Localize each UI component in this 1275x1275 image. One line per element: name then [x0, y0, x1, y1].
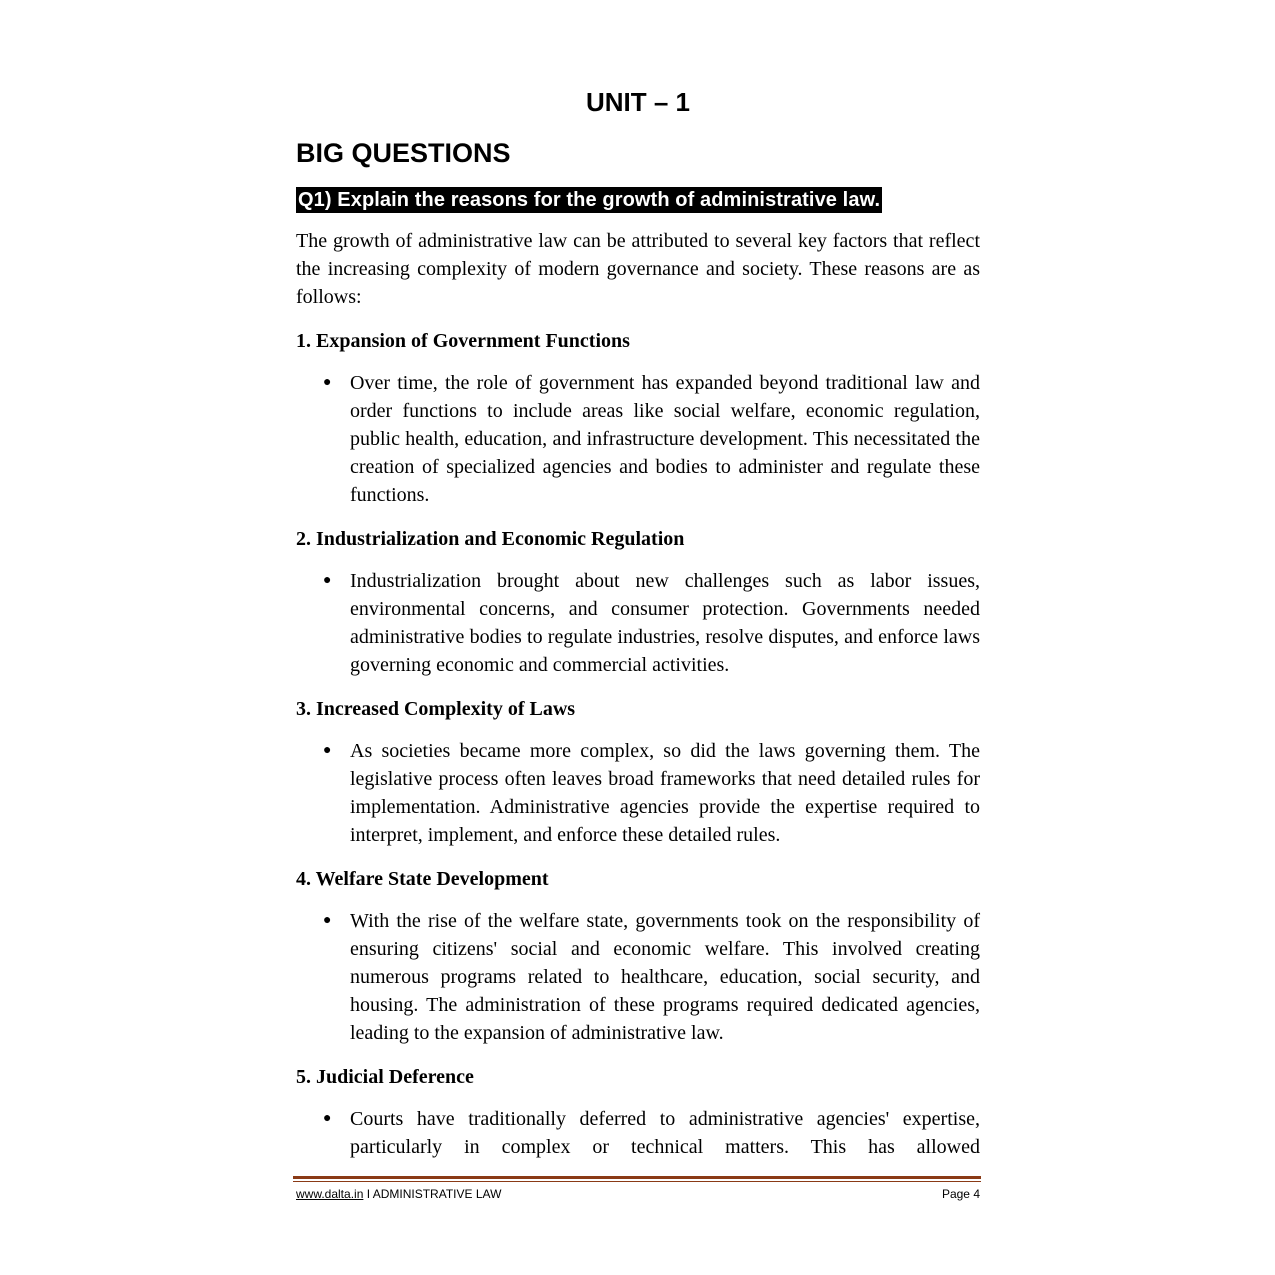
point-list: [296, 737, 980, 849]
point-text: With the rise of the welfare state, governments took on the responsibility of ensuring citizens' social and economic welfare. This involved creating numerous programs related to healthcare, education, social security, and housing. The administration of these programs required dedicated agencies, leading to the expansion of administrative law.: [350, 910, 980, 1044]
page-footer: [296, 1186, 980, 1202]
website-link[interactable]: www.dalta.in: [296, 1187, 364, 1201]
page-content: [296, 84, 980, 1161]
point-heading: 2. Industrialization and Economic Regulation: [296, 528, 685, 550]
point-text: Over time, the role of government has expanded beyond traditional law and order functions to include areas like social welfare, economic regulation, public health, education, and infrastructure development. This necessitated the creation of specialized agencies and bodies to administer and regulate these functions.: [350, 372, 980, 506]
footer-rule-thick: [293, 1176, 981, 1179]
point-heading: 4. Welfare State Development: [296, 868, 549, 890]
point-3: [296, 695, 980, 849]
point-4: [296, 865, 980, 1047]
point-heading: 5. Judicial Deference: [296, 1066, 474, 1088]
point-list: [296, 369, 980, 509]
point-text: Courts have traditionally deferred to administrative agencies' expertise, particularly in complex or technical matters. This has allowed: [350, 1108, 980, 1158]
list-item: [296, 907, 980, 1047]
list-item: [296, 369, 980, 509]
question-line: [296, 171, 980, 213]
list-item: [296, 1105, 980, 1161]
point-list: [296, 1105, 980, 1161]
page-number: Page 4: [941, 1187, 980, 1201]
bullet-icon: ●: [323, 743, 332, 758]
footer-course-label: I ADMINISTRATIVE LAW: [363, 1187, 502, 1201]
point-2: [296, 525, 980, 679]
bullet-icon: ●: [323, 573, 332, 588]
section-title: BIG QUESTIONS: [296, 138, 511, 168]
point-heading: 3. Increased Complexity of Laws: [296, 698, 576, 720]
point-5: [296, 1063, 980, 1161]
list-item: [296, 567, 980, 679]
question-heading: Q1) Explain the reasons for the growth of administrative law.: [298, 189, 881, 211]
bullet-icon: ●: [323, 375, 332, 390]
point-text: As societies became more complex, so did the laws governing them. The legislative process often leaves broad frameworks that need detailed rules for implementation. Administrative agencies provide the expertise required to interpret, implement, and enforce these detailed rules.: [350, 740, 980, 846]
point-text: Industrialization brought about new challenges such as labor issues, environmental concerns, and consumer protection. Governments needed administrative bodies to regulate industries, resolve disputes, and enforce laws governing economic and commercial activities.: [350, 570, 980, 676]
unit-title: UNIT – 1: [585, 87, 691, 117]
footer-rule: [293, 1176, 981, 1182]
bullet-icon: ●: [323, 1111, 332, 1126]
point-list: [296, 567, 980, 679]
point-1: [296, 327, 980, 509]
bullet-icon: ●: [323, 913, 332, 928]
list-item: [296, 737, 980, 849]
point-list: [296, 907, 980, 1047]
intro-paragraph: The growth of administrative law can be attributed to several key factors that reflect the increasing complexity of modern governance and society. These reasons are as follows:: [296, 230, 980, 308]
footer-rule-thin: [293, 1181, 981, 1182]
point-heading: 1. Expansion of Government Functions: [296, 330, 630, 352]
